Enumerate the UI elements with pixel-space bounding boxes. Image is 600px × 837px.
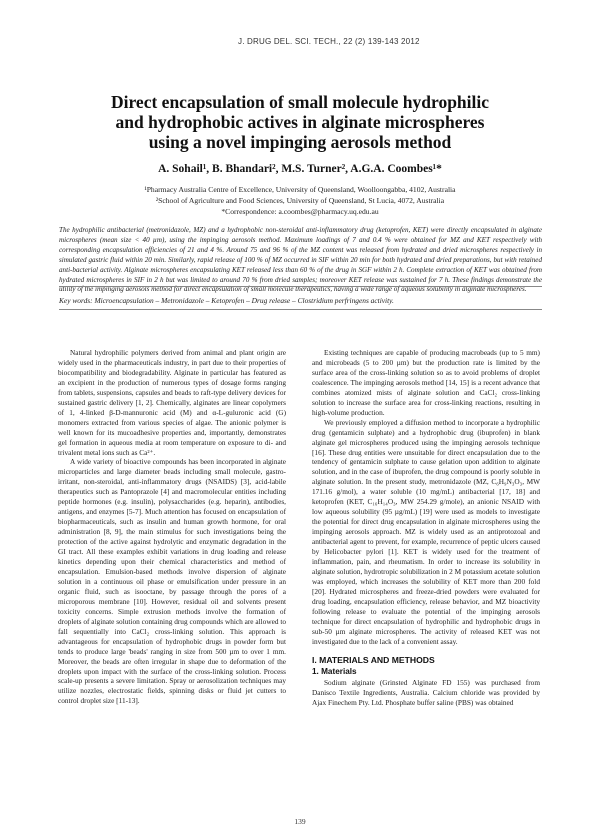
left-column xyxy=(58,348,286,706)
title-line: using a novel impinging aerosols method xyxy=(148,132,452,152)
abstract: The hydrophilic antibacterial (metronidazole, MZ) and a hydrophobic non-steroidal anti-inflammatory drug (ketoprofen, KET) were directly encapsulated in alginate microspheres (mean size < 40 µm), using the impinging aerosols method. Maximum loadings of 7 and 0.4 % were obtained for MZ and KET respectively with corresponding encapsulation efficiencies of 21 and 4 %. Around 75 and 96 % of the MZ content was released from hydrated and dried microspheres respectively in simulated gastric fluid within 20 min. Similarly, rapid release of 100 % of MZ occurred in SIF within 20 min for both hydrated and dried preparations, but with retained anti-bacterial activity. Alginate microspheres encapsulating KET released less than 60 % of the drug in SGF within 2 h. Complete extraction of KET was obtained from hydrated microspheres in SIF in 2 h but was limited to around 70 % from dried samples; moreover KET release was sustained for 7 h. These findings demonstrate the utility of the impinging aerosols method for direct encapsulation of small molecule therapeutics, having a wide range of aqueous solubility in alginate microspheres. xyxy=(59,226,542,294)
affiliation-line: ¹Pharmacy Australia Centre of Excellence, University of Queensland, Woolloongabba, 4102, Australia xyxy=(144,185,456,194)
title-line: Direct encapsulation of small molecule hydrophilic xyxy=(110,92,490,112)
body-paragraph: We previously employed a diffusion method to incorporate a hydrophilic drug (gentamicin sulphate) and a hydrophobic drug (ibuprofen) in blank alginate gel microspheres produced using the impinging aerosols technique [16]. These drug entities were unsuitable for direct encapsulation due to the tendency of gentamicin sulphate to cause gelation upon addition to alginate solution, and in the case of ibuprofen, the drug compound is poorly soluble in alginate solution. In the present study, metronidazole (MZ, C₆H₉N₃O₃, MW 171.16 g/mol), a water soluble (10 mg/mL) antibacterial [17, 18] and ketoprofen (KET, C₁₆H₁₄O₃, MW 254.29 g/mole), an anionic NSAID with low aqueous solubility (95 µg/mL) [19] were used as models to investigate the potential for direct drug encapsulation in alginate microspheres using the impinging aerosols approach. MZ is widely used as an antiprotozoal and antibacterial agent to prevent, for example, recurrence of peptic ulcers caused by Helicobacter pylori [1]. KET is widely used for the treatment of inflammation, pain, and rheumatism. In order to increase its solubility in alginate solution, hydrotropic solubilization in 2 M potassium acetate solution was employed, which increases the solubility of KET more than 200 fold [20]. Hydrated microspheres and freeze-dried powders were evaluated for drug loading, encapsulation efficiency, release behavior, and MZ bioactivity following release to evaluate the potential of the impinging aerosols technique for direct encapsulation of hydrophilic and hydrophobic drugs in sub-50 µm alginate microspheres. The activity of released KET was not investigated due to the lack of a convenient assay. xyxy=(312,417,540,646)
title-line: and hydrophobic actives in alginate microspheres xyxy=(115,112,485,132)
section-heading: I. MATERIALS AND METHODS xyxy=(312,654,435,665)
page-number: 139 xyxy=(294,817,306,826)
keywords: Key words: Microencapsulation – Metronidazole – Ketoprofen – Drug release – Clostridium perfringens activity. xyxy=(59,296,394,305)
body-paragraph: Existing techniques are capable of producing macrobeads (up to 5 mm) and microbeads (5 to 200 µm) but the production rate is limited by the surface area of the cross-linking solution so as to avoid problems of droplet coalescence. The impinging aerosols method [14, 15] is a recent advance that combines atomized mists of alginate solution and CaCl₂ cross-linking solution to increase the surface area for cross-linking reactions, resulting in high-volume production. xyxy=(312,348,540,417)
correspondence-line: *Correspondence: a.coombes@pharmacy.uq.edu.au xyxy=(221,206,379,216)
subsection-heading: 1. Materials xyxy=(312,666,357,676)
affiliations xyxy=(60,185,540,217)
body-paragraph: Sodium alginate (Grinsted Alginate FD 155) was purchased from Danisco Textile Ingredients, Australia. Calcium chloride was provided by Ajax Finechem Pty. Ltd. Phosphate buffer saline (PBS) was obtained xyxy=(312,677,540,707)
journal-reference: J. DRUG DEL. SCI. TECH., 22 (2) 139-143 2012 xyxy=(238,37,420,46)
affiliation-line: ²School of Agriculture and Food Sciences, University of Queensland, St Lucia, 4072, Australia xyxy=(155,195,445,205)
divider xyxy=(59,309,542,310)
right-column xyxy=(312,348,540,707)
paper-title xyxy=(60,92,540,152)
author-list: A. Sohail¹, B. Bhandari², M.S. Turner², A.G.A. Coombes¹* xyxy=(158,163,442,175)
divider xyxy=(59,286,542,287)
body-paragraph: Natural hydrophilic polymers derived from animal and plant origin are widely used in the pharmaceuticals industry, in part due to their properties of biocompatibility and biodegradability. Alginate in particular has featured as an excipient in the production of numerous types of dosage forms ranging from tablets, suspensions, capsules and beads to raft-type delivery devices for sustained gastric delivery [1, 2]. Chemically, alginates are linear copolymers of 1, 4-linked β-D-mannuronic acid (M) and α-L-guluronic acid (G) monomers extracted from various species of algae. The anionic polymer is well known for its mucoadhesive properties and, importantly, demonstrates gel formation in aqueous media at room temperature on exposure to di- and trivalent metal ions such as Ca²⁺. xyxy=(58,348,286,457)
body-paragraph: A wide variety of bioactive compounds has been incorporated in alginate microparticles and large diameter beads including small molecule, gastro-irritant, non-steroidal, anti-inflammatory drugs (NSAIDS) [3], acid-labile therapeutics such as Pantoprazole [4] and macromolecular entities including peptide hormones (e.g. insulin), polysaccharides (e.g. heparin), antibodies, antigens, and enzymes [5-7]. Much attention has focused on encapsulation of biopharmaceuticals, such as insulin and human growth hormone, for oral administration [8, 9], the main stimulus for such investigations being the protection of the active against hydrolytic and enzymatic degradation in the GI tract. All these examples exhibit variations in drug loading and release kinetics depending upon their chemical characteristics and method of encapsulation. Emulsion-based methods involve dispersion of alginate solution in a continuous oil phase or emulsification under pressure in an organic fluid, such as isooctane, by passage through the pores of a microporous membrane [10]. However, residual oil and solvents present toxicity concerns. Simple extrusion methods involve the formation of droplets of alginate solution containing drug compounds which are allowed to fall sequentially into CaCl₂ cross-linking solution. This approach is advantageous for encapsulation of hydrophobic drugs in powder form but tends to produce large 'beads' ranging in size from 500 µm to over 1 mm. Moreover, the beads are often irregular in shape due to deformation of the droplets upon impact with the surface of the cross-linking solution. Process scale-up presents a severe limitation. Spray or aerosolization techniques may utilize nozzles, electrostatic fields, spinning disks or fluid jet cutters to control droplet size [11-13]. xyxy=(58,457,286,706)
